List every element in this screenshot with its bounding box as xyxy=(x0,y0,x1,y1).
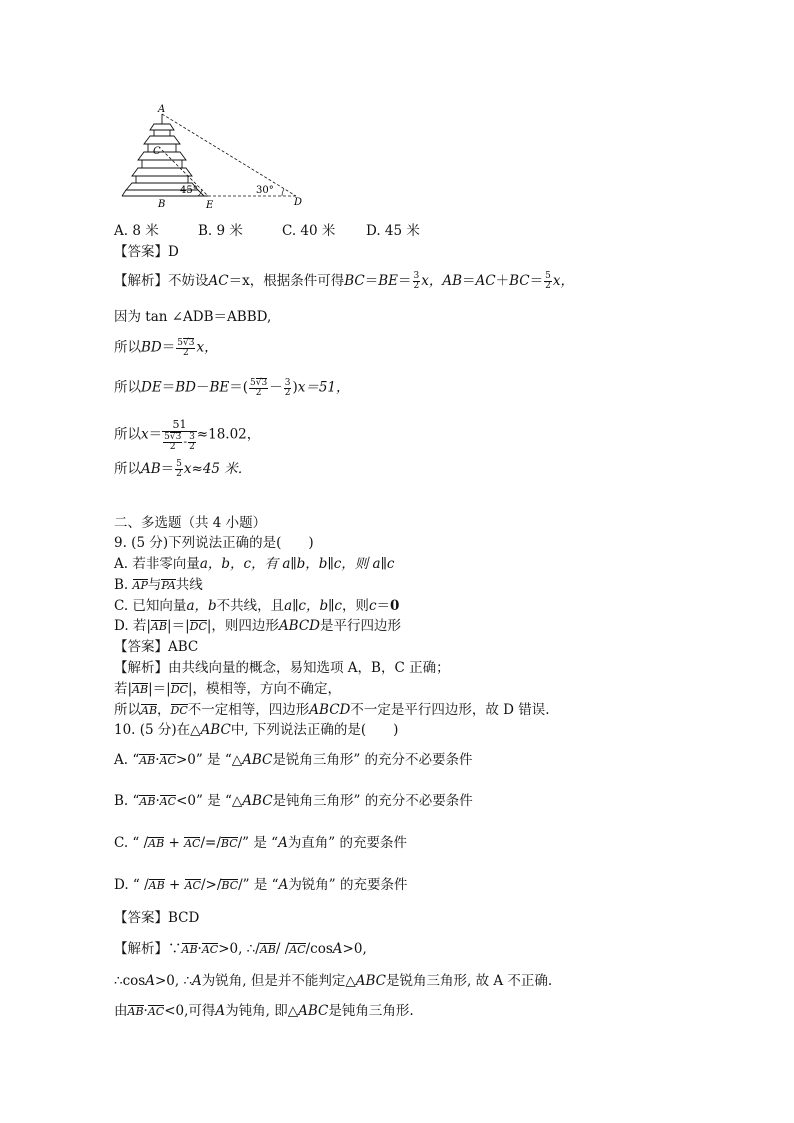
sqrt: √3 xyxy=(255,378,268,388)
text: ＝ xyxy=(376,598,390,614)
text: C. 已知向量 xyxy=(114,598,187,614)
q9-option-c xyxy=(114,597,399,615)
q10-option-b xyxy=(114,792,473,810)
denominator: 2 xyxy=(182,348,189,358)
q9-sol-line2 xyxy=(114,680,341,698)
denominator: 2 xyxy=(189,441,195,452)
text: ＝ xyxy=(148,426,163,443)
var: BC xyxy=(344,273,365,289)
vector: DC xyxy=(170,683,188,696)
text: 是钝角三角形. xyxy=(328,1003,414,1019)
q8-sol-line1 xyxy=(114,272,574,291)
q8-options xyxy=(114,222,450,240)
vector: AC xyxy=(184,879,201,892)
text: ABCD xyxy=(309,702,351,718)
text: 为锐角, 但是并不能判定△ xyxy=(201,973,356,989)
text: 10. (5 分)在△ xyxy=(114,722,201,738)
vector: AB xyxy=(148,879,165,892)
label-C: C xyxy=(153,146,161,157)
q8-answer: 【答案】D xyxy=(114,244,179,260)
text: 不一定相等，四边形 xyxy=(187,702,310,718)
numerator: 3 xyxy=(284,377,291,388)
q9-sol-line1: 【解析】由共线向量的概念，易知选项 A，B，C 正确； xyxy=(114,660,450,676)
text: A. “ xyxy=(114,752,140,768)
text: 所以 xyxy=(114,461,141,477)
label-E: E xyxy=(206,200,214,211)
text: + xyxy=(164,877,185,893)
text: x＝51， xyxy=(297,379,350,396)
text: >0, xyxy=(342,941,367,957)
text: |＝| xyxy=(167,618,190,634)
radicand: 3 xyxy=(188,338,195,348)
q9-stem: 9. (5 分)下列说法正确的是( ) xyxy=(114,535,314,551)
minus: - xyxy=(183,435,188,448)
angle-arc-d xyxy=(282,189,284,196)
text: ∴cos xyxy=(114,973,146,989)
q8-option-a: A. 8 米 xyxy=(114,223,159,239)
text: |，则四边形 xyxy=(206,618,279,634)
q8-option-d: D. 45 米 xyxy=(366,223,420,239)
fraction xyxy=(163,432,182,452)
text: 不一定是平行四边形，故 D 错误. xyxy=(350,702,550,718)
denominator: 2 xyxy=(176,469,182,479)
q10-sol-line2 xyxy=(114,972,552,990)
vector: BC xyxy=(221,879,239,892)
text: x， xyxy=(421,273,443,289)
text: 是锐角三角形” 的充分不必要条件 xyxy=(272,752,473,768)
text: A xyxy=(145,973,155,989)
text: A xyxy=(332,941,343,957)
coef: 5 xyxy=(250,378,256,388)
text: ∵ xyxy=(168,941,182,957)
text: 所以 xyxy=(114,339,141,356)
vector: AB xyxy=(141,704,158,717)
text: / / xyxy=(275,941,290,957)
fraction xyxy=(175,460,183,479)
fraction xyxy=(249,378,268,398)
fraction xyxy=(188,433,196,452)
var: BE xyxy=(378,273,399,289)
text: ABC xyxy=(298,1003,329,1019)
coef: 5 xyxy=(177,338,183,348)
fraction xyxy=(284,379,292,398)
vector: AB xyxy=(181,943,198,956)
text: ＝ xyxy=(161,379,176,396)
text: 所以 xyxy=(114,702,141,718)
q10-option-a xyxy=(114,751,473,769)
var: DE xyxy=(141,379,162,396)
text: + xyxy=(164,835,185,851)
q10-option-c xyxy=(114,834,407,852)
text: 0 xyxy=(390,598,400,614)
text: ＝ xyxy=(160,461,175,477)
vector: AB xyxy=(259,943,276,956)
numerator: 5 xyxy=(176,459,182,469)
denominator: 2 xyxy=(545,281,551,291)
var: BE xyxy=(209,379,230,396)
var: BD xyxy=(141,339,162,356)
label-D: D xyxy=(294,197,303,208)
text: 为直角” 的充要条件 xyxy=(287,835,408,851)
text: 共线 xyxy=(175,577,203,593)
text: /cos xyxy=(305,941,333,957)
q10-sol-line3 xyxy=(114,1002,414,1020)
text: A. 若非零向量 xyxy=(114,556,200,572)
text: ＝( xyxy=(229,379,248,396)
angle-label-30: 30° xyxy=(256,185,274,196)
text: >0, ∴ xyxy=(154,973,193,989)
sqrt: √3 xyxy=(182,338,195,348)
q10-sol-line1 xyxy=(114,940,367,958)
sol-tag: 【解析】 xyxy=(114,941,168,957)
q8-sol-line6 xyxy=(114,460,251,479)
text: · xyxy=(155,793,160,809)
var: AB xyxy=(442,273,463,289)
text: ABC xyxy=(355,973,387,989)
text: 所以 xyxy=(114,379,141,396)
text: · xyxy=(197,941,202,957)
text: 是钝角三角形” 的充分不必要条件 xyxy=(272,793,473,809)
vector: AP xyxy=(132,579,148,592)
text: ≈18.02， xyxy=(196,426,261,443)
text: － xyxy=(195,379,210,396)
text: 若| xyxy=(114,681,133,697)
vector: AB xyxy=(150,620,168,633)
text: 中, 下列说法正确的是( ) xyxy=(230,722,399,738)
radicand: 3 xyxy=(175,432,182,442)
text: /=/ xyxy=(200,835,221,851)
var: AC xyxy=(208,273,229,289)
vector: AC xyxy=(147,1005,165,1018)
vector: AB xyxy=(148,837,165,850)
q8-option-c: C. 40 米 xyxy=(282,223,336,239)
text: 与 xyxy=(147,577,162,593)
vector: AB xyxy=(132,683,149,696)
text: |，模相等，方向不确定， xyxy=(187,681,342,697)
text: ) xyxy=(292,379,298,396)
var: BC xyxy=(509,273,530,289)
q8-sol-line5 xyxy=(114,418,260,452)
text: ABC xyxy=(242,793,273,809)
complex-fraction xyxy=(162,418,197,452)
text: A xyxy=(192,973,202,989)
denominator: 2 xyxy=(284,387,291,398)
text: 为锐角” 的充要条件 xyxy=(288,877,408,893)
text: ＝ xyxy=(462,273,476,289)
vector: AC xyxy=(289,943,306,956)
text: ，则 xyxy=(341,598,369,614)
vector: AC xyxy=(184,837,201,850)
text: >0, ∴/ xyxy=(218,941,260,957)
text: 为钝角, 即△ xyxy=(225,1003,299,1019)
text: a，b，c，有 a∥b，b∥c，则 a∥c xyxy=(199,556,395,572)
text: />/ xyxy=(200,877,222,893)
sqrt: √3 xyxy=(169,432,182,442)
numerator: 5 xyxy=(545,271,551,281)
fraction xyxy=(176,338,195,358)
text: ＝ xyxy=(398,273,412,289)
pagoda-figure xyxy=(118,104,318,212)
q9-option-d xyxy=(114,617,401,635)
text: ABCD xyxy=(278,618,321,634)
var: AC xyxy=(475,273,496,289)
radicand: 3 xyxy=(261,378,268,388)
text: |＝| xyxy=(148,681,171,697)
section-heading: 二、多选题（共 4 小题） xyxy=(114,515,267,531)
text: /” 是 “ xyxy=(238,877,279,893)
q9-option-a xyxy=(114,555,394,573)
text: <0” 是 “△ xyxy=(176,793,243,809)
label-B: B xyxy=(158,199,166,210)
q8-sol-line4 xyxy=(114,378,350,398)
text: >0” 是 “△ xyxy=(175,752,243,768)
label-A: A xyxy=(158,104,166,115)
text: D. 若| xyxy=(114,618,151,634)
q8-option-b: B. 9 米 xyxy=(198,223,243,239)
text: x， xyxy=(196,339,218,356)
text: A xyxy=(215,1003,226,1019)
text: a∥c，b∥c xyxy=(284,598,342,614)
q10-option-d xyxy=(114,876,408,894)
vector: AC xyxy=(159,754,176,767)
pagoda-drawing xyxy=(122,114,208,196)
text: · xyxy=(143,1003,148,1019)
text: A xyxy=(278,877,289,893)
q10-stem xyxy=(114,721,398,739)
coef: 5 xyxy=(164,432,170,442)
text: x≈45 米． xyxy=(183,461,252,477)
vector: DC xyxy=(189,620,207,633)
numerator: 3 xyxy=(189,431,195,442)
text: ＝x，根据条件可得 xyxy=(228,273,345,289)
denominator: 2 xyxy=(169,442,176,452)
text: c xyxy=(368,598,377,614)
var: x xyxy=(141,426,149,443)
vector: AC xyxy=(159,795,177,808)
text: · xyxy=(155,752,160,768)
text: <0,可得 xyxy=(164,1003,216,1019)
text: a，b xyxy=(186,598,217,614)
text: 由 xyxy=(114,1003,128,1019)
text: /” 是 “ xyxy=(237,835,279,851)
text: ＝ xyxy=(529,273,544,289)
q9-answer: 【答案】ABC xyxy=(114,639,199,655)
text: 是平行四边形 xyxy=(320,618,402,634)
vector: AB xyxy=(127,1005,144,1018)
fraction xyxy=(413,272,421,291)
text: 所以 xyxy=(114,426,141,443)
vector: PA xyxy=(161,579,176,592)
q8-sol-line2: 因为 tan ∠ADB＝ABBD, xyxy=(114,309,272,325)
numerator: 51 xyxy=(162,418,197,432)
denominator xyxy=(162,432,197,452)
var: BD xyxy=(175,379,196,396)
text: B. xyxy=(114,577,133,593)
q9-sol-line3 xyxy=(114,701,550,719)
text: － xyxy=(269,379,283,396)
text: ABC xyxy=(200,722,231,738)
text: 不共线，且 xyxy=(216,598,285,614)
vector: BC xyxy=(220,837,238,850)
q8-sol-line3 xyxy=(114,338,218,358)
vector: AC xyxy=(201,943,219,956)
sol-tag: 【解析】 xyxy=(114,273,168,289)
text: ＋ xyxy=(495,273,510,289)
text: 不妨设 xyxy=(168,273,209,289)
text: ＝ xyxy=(161,339,176,356)
text: B. “ xyxy=(114,793,140,809)
text: ＝ xyxy=(364,273,379,289)
numerator: 3 xyxy=(413,271,420,281)
denominator: 2 xyxy=(255,388,262,398)
text: x， xyxy=(552,273,575,289)
angle-label-45: 45° xyxy=(180,185,198,196)
text: ABC xyxy=(242,752,273,768)
text: D. “ / xyxy=(114,877,149,893)
denominator: 2 xyxy=(413,281,420,291)
var: AB xyxy=(141,461,161,477)
q9-option-b xyxy=(114,576,203,594)
text: 是锐角三角形, 故 A 不正确. xyxy=(386,973,553,989)
text: A xyxy=(278,835,288,851)
text: C. “ / xyxy=(114,835,149,851)
vector: AB xyxy=(139,754,156,767)
q10-answer: 【答案】BCD xyxy=(114,910,200,926)
fraction xyxy=(544,272,552,291)
vector: AB xyxy=(139,795,156,808)
vector: DC xyxy=(170,704,188,717)
text: ， xyxy=(157,702,171,718)
